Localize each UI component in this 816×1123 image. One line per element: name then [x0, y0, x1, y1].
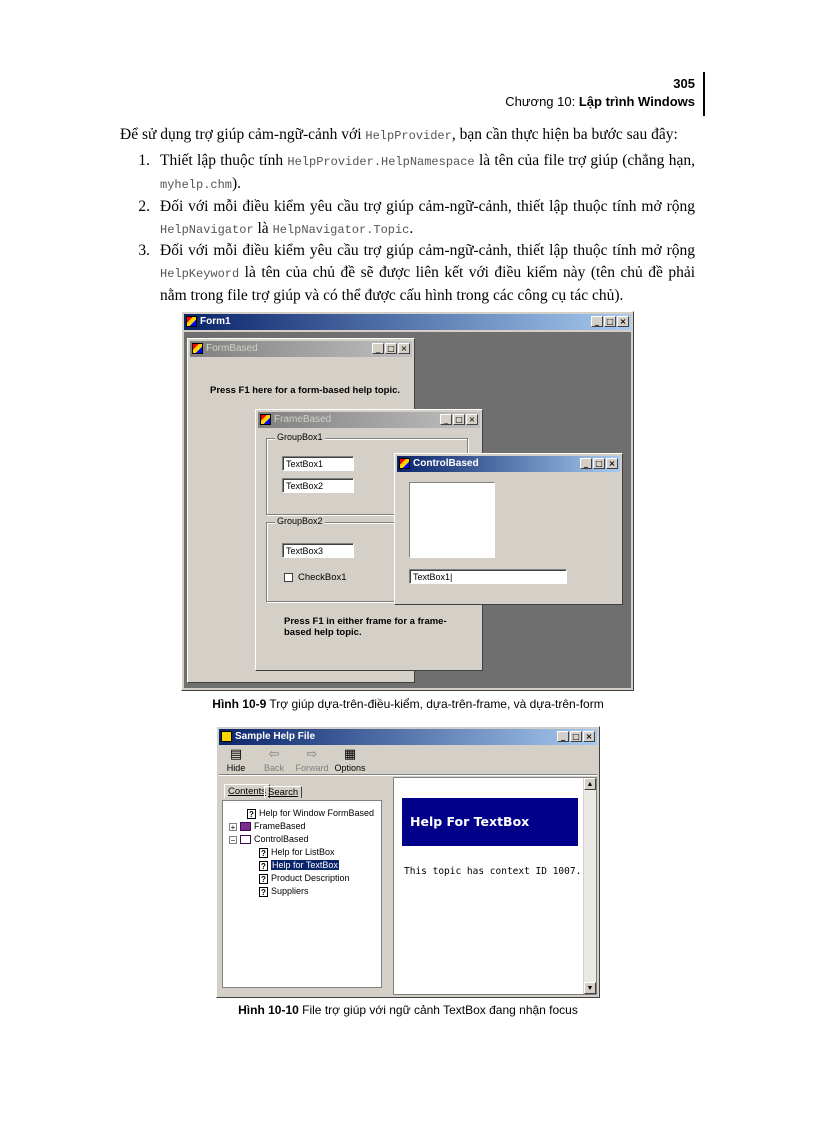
- chapter-prefix: Chương 10:: [505, 94, 579, 109]
- close-icon[interactable]: ×: [617, 316, 629, 327]
- tree-item-label: ControlBased: [254, 834, 309, 844]
- step-1-number: 1.: [138, 152, 150, 169]
- intro-text-before: Để sử dụng trợ giúp cảm-ngữ-cảnh với: [120, 126, 366, 143]
- help-window-title: Sample Help File: [235, 731, 316, 742]
- textbox3[interactable]: TextBox3: [282, 543, 354, 558]
- tree-item-selected[interactable]: [259, 859, 339, 871]
- forward-label: Forward: [295, 763, 329, 773]
- framebased-title: FrameBased: [274, 414, 332, 425]
- options-label: Options: [334, 763, 366, 773]
- minimize-icon[interactable]: _: [440, 414, 452, 425]
- figure-10-10-text: File trợ giúp với ngữ cảnh TextBox đang nhận focus: [298, 1003, 578, 1017]
- frame-help-label: Press F1 in either frame for a frame-based help topic.: [284, 616, 447, 638]
- form1-titlebar[interactable]: [184, 314, 631, 330]
- step-2-number: 2.: [138, 198, 150, 215]
- help-topic-icon: ?: [259, 861, 268, 871]
- help-topic-icon: ?: [259, 887, 268, 897]
- intro-text-after: , bạn cần thực hiện ba bước sau đây:: [451, 126, 678, 143]
- tree-item-label: Help for ListBox: [271, 847, 335, 857]
- expand-icon[interactable]: +: [230, 822, 236, 832]
- chapter-heading: [430, 94, 695, 109]
- form1-window: [181, 311, 634, 691]
- formbased-titlebar[interactable]: [190, 341, 412, 357]
- figure-10-10-label: Hình 10-10: [238, 1003, 299, 1017]
- step-3-text: [160, 240, 695, 307]
- figure-10-9-label: Hình 10-9: [212, 697, 267, 711]
- hide-button[interactable]: [219, 748, 253, 773]
- book-open-icon: [240, 835, 251, 844]
- hide-label: Hide: [226, 763, 246, 773]
- maximize-icon[interactable]: □: [385, 343, 397, 354]
- close-icon[interactable]: ×: [398, 343, 410, 354]
- back-label: Back: [263, 763, 284, 773]
- topic-scrollbar[interactable]: [583, 778, 596, 994]
- framebased-titlebar[interactable]: [258, 412, 480, 428]
- step-3-b: là tên của chủ đề sẽ được liên kết với điều kiểm này (tên chủ đề phải nằm trong file trợ giúp và có thể được cấu hình trong các công cụ tác chủ).: [160, 264, 695, 304]
- topic-pane: [393, 777, 597, 995]
- tree-item-label: Suppliers: [271, 886, 309, 896]
- minimize-icon[interactable]: _: [591, 316, 603, 327]
- topic-body: This topic has context ID 1007.: [404, 866, 582, 877]
- step-3-a: Đối với mỗi điều kiểm yêu cầu trợ giúp cảm-ngữ-cảnh, thiết lập thuộc tính mở rộng: [160, 242, 695, 259]
- help-topic-icon: ?: [259, 848, 268, 858]
- groupbox2-label: GroupBox2: [277, 516, 323, 526]
- tree-item-label: Help for Window FormBased: [259, 808, 375, 818]
- help-app-icon: [221, 731, 232, 742]
- step-1-c: ).: [232, 175, 242, 192]
- scroll-up-icon[interactable]: ▲: [584, 778, 596, 790]
- tab-contents[interactable]: Contents: [224, 784, 270, 798]
- back-button[interactable]: [257, 748, 291, 773]
- hide-icon: ▤: [229, 747, 243, 762]
- help-titlebar[interactable]: [219, 729, 597, 745]
- options-icon: ▦: [343, 747, 357, 762]
- control-textbox1[interactable]: TextBox1|: [409, 569, 567, 584]
- tree-item[interactable]: [229, 833, 309, 845]
- step-2-b: là: [253, 220, 273, 237]
- app-icon: [192, 343, 203, 354]
- scroll-down-icon[interactable]: ▼: [584, 982, 596, 994]
- tree-item-label: Product Description: [271, 873, 350, 883]
- textbox2[interactable]: TextBox2: [282, 478, 354, 493]
- intro-paragraph: [120, 124, 700, 147]
- formbased-help-label: Press F1 here for a form-based help topic.: [210, 385, 401, 396]
- help-topic-icon: ?: [259, 874, 268, 884]
- minimize-icon[interactable]: _: [557, 731, 569, 742]
- app-icon: [186, 316, 197, 327]
- controlbased-window: [394, 453, 623, 605]
- step-2-c: .: [409, 220, 414, 237]
- chapter-title: Lập trình Windows: [578, 94, 695, 109]
- maximize-icon[interactable]: □: [453, 414, 465, 425]
- forward-button[interactable]: [295, 748, 329, 773]
- contents-tree: [222, 800, 382, 988]
- groupbox1-label: GroupBox1: [277, 432, 323, 442]
- tree-item[interactable]: [247, 807, 374, 819]
- topic-heading: Help For TextBox: [402, 798, 578, 846]
- maximize-icon[interactable]: □: [593, 458, 605, 469]
- tree-item[interactable]: [259, 885, 309, 897]
- tree-item-label: Help for TextBox: [272, 860, 338, 870]
- tree-item[interactable]: [259, 846, 335, 858]
- help-topic-icon: ?: [247, 809, 256, 819]
- figure-10-9-caption: [150, 697, 666, 711]
- tree-item[interactable]: [229, 820, 306, 832]
- step-1-b: là tên của file trợ giúp (chẳng hạn,: [474, 152, 695, 169]
- page-number: 305: [673, 76, 695, 91]
- minimize-icon[interactable]: _: [580, 458, 592, 469]
- checkbox1-label: CheckBox1: [298, 572, 347, 583]
- checkbox1-box[interactable]: [284, 573, 293, 582]
- step-2-a: Đối với mỗi điều kiểm yêu cầu trợ giúp cảm-ngữ-cảnh, thiết lập thuộc tính mở rộng: [160, 198, 695, 215]
- form1-title: Form1: [200, 316, 231, 327]
- controlbased-title: ControlBased: [413, 458, 479, 469]
- formbased-title: FormBased: [206, 343, 258, 354]
- back-arrow-icon: ⇦: [268, 747, 280, 762]
- close-icon[interactable]: ×: [583, 731, 595, 742]
- app-icon: [399, 458, 410, 469]
- step-3-code1: HelpKeyword: [160, 267, 240, 281]
- tree-item-label: FrameBased: [254, 821, 306, 831]
- figure-10-9-text: Trợ giúp dựa-trên-điều-kiểm, dựa-trên-frame, và dựa-trên-form: [266, 697, 604, 711]
- options-button[interactable]: [333, 748, 367, 773]
- tab-search[interactable]: Search: [264, 786, 302, 798]
- step-3-number: 3.: [138, 242, 150, 259]
- collapse-icon[interactable]: −: [230, 835, 236, 845]
- minimize-icon[interactable]: _: [372, 343, 384, 354]
- app-icon: [260, 414, 271, 425]
- step-2-code2: HelpNavigator.Topic: [272, 223, 410, 237]
- intro-code: HelpProvider: [365, 129, 452, 143]
- header-rule: [703, 72, 705, 116]
- book-closed-icon: [240, 822, 251, 831]
- close-icon[interactable]: ×: [606, 458, 618, 469]
- controlbased-titlebar[interactable]: [397, 456, 620, 472]
- maximize-icon[interactable]: □: [570, 731, 582, 742]
- maximize-icon[interactable]: □: [604, 316, 616, 327]
- close-icon[interactable]: ×: [466, 414, 478, 425]
- textbox1[interactable]: TextBox1: [282, 456, 354, 471]
- tree-item[interactable]: [259, 872, 350, 884]
- step-2-text: [160, 196, 695, 241]
- toolbar-divider: [219, 774, 597, 776]
- listbox[interactable]: [409, 482, 495, 558]
- step-2-code1: HelpNavigator: [160, 223, 254, 237]
- step-1-code1: HelpProvider.HelpNamespace: [287, 155, 475, 169]
- step-1-text: [160, 150, 695, 196]
- figure-10-10-caption: [150, 1003, 666, 1017]
- forward-arrow-icon: ⇨: [306, 747, 318, 762]
- step-1-a: Thiết lập thuộc tính: [160, 152, 288, 169]
- step-1-code2: myhelp.chm: [160, 178, 233, 192]
